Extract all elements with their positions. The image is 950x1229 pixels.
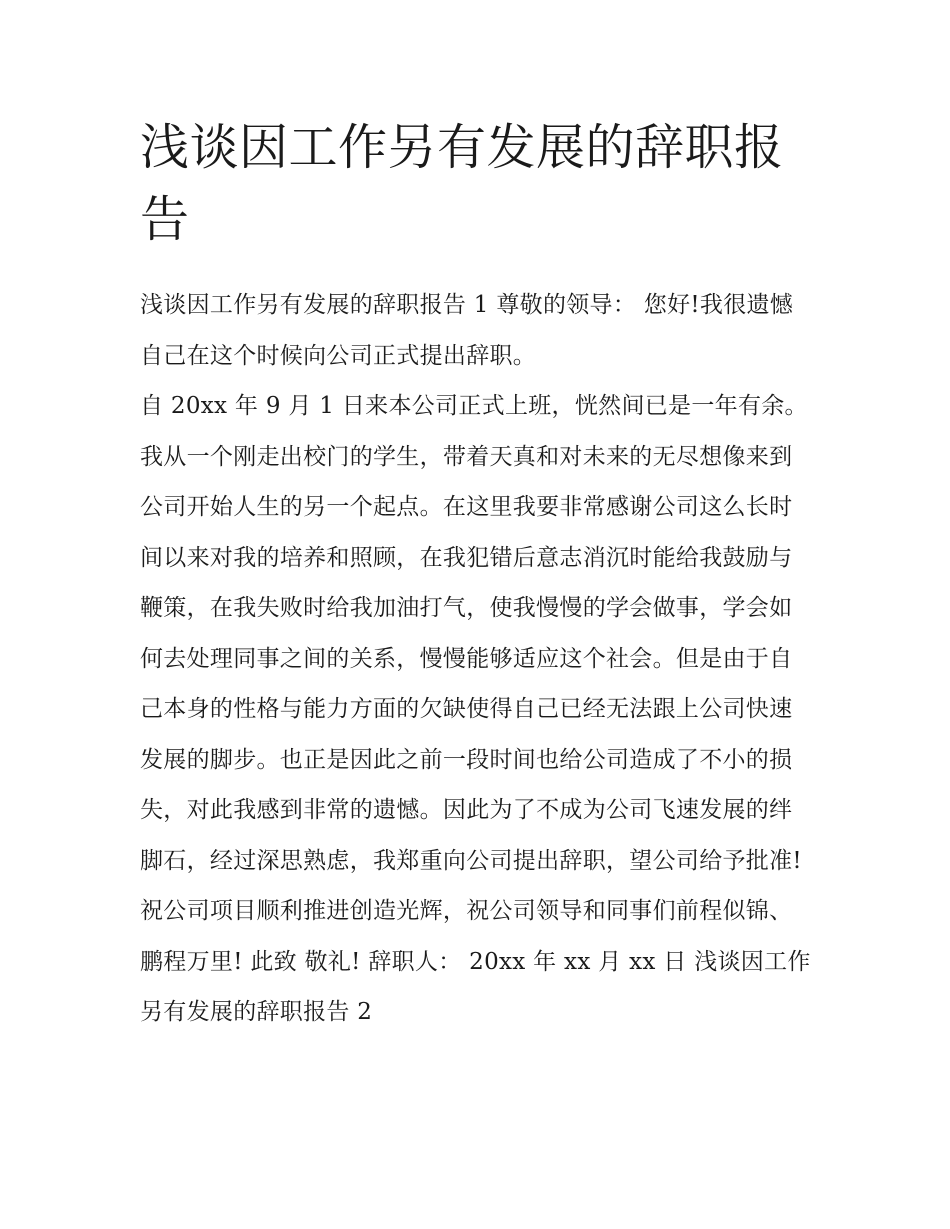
document-title: 浅谈因工作另有发展的辞职报告 [140,119,784,248]
paragraph-main: 自 20xx 年 9 月 1 日来本公司正式上班，恍然间已是一年有余。我从一个刚走出校门的学生，带着天真和对未来的无尽想像来到公司开始人生的另一个起点。在这里我要非常感谢公司这么长时间以来对我的培养和照顾，在我犯错后意志消沉时能给我鼓励与鞭策，在我失败时给我加油打气，使我慢慢的学会做事，学会如何去处理同事之间的关系，慢慢能够适应这个社会。但是由于自己本身的性格与能力方面的欠缺使得自己已经无法跟上公司快速发展的脚步。也正是因此之前一段时间也给公司造成了不小的损失，对此我感到非常的遗憾。因此为了不成为公司飞速发展的绊脚石，经过深思熟虑，我郑重向公司提出辞职，望公司给予批准! [140,393,808,874]
paragraph-closing: 祝公司项目顺利推进创造光辉，祝公司领导和同事们前程似锦、鹏程万里! 此致 敬礼! 辞职人： 20xx 年 xx 月 xx 日 浅谈因工作另有发展的辞职报告 2 [140,898,811,1025]
paragraph-greeting: 浅谈因工作另有发展的辞职报告 1 尊敬的领导： 您好!我很遗憾自己在这个时候向公司正式提出辞职。 [140,292,794,369]
document-body [140,280,812,1038]
